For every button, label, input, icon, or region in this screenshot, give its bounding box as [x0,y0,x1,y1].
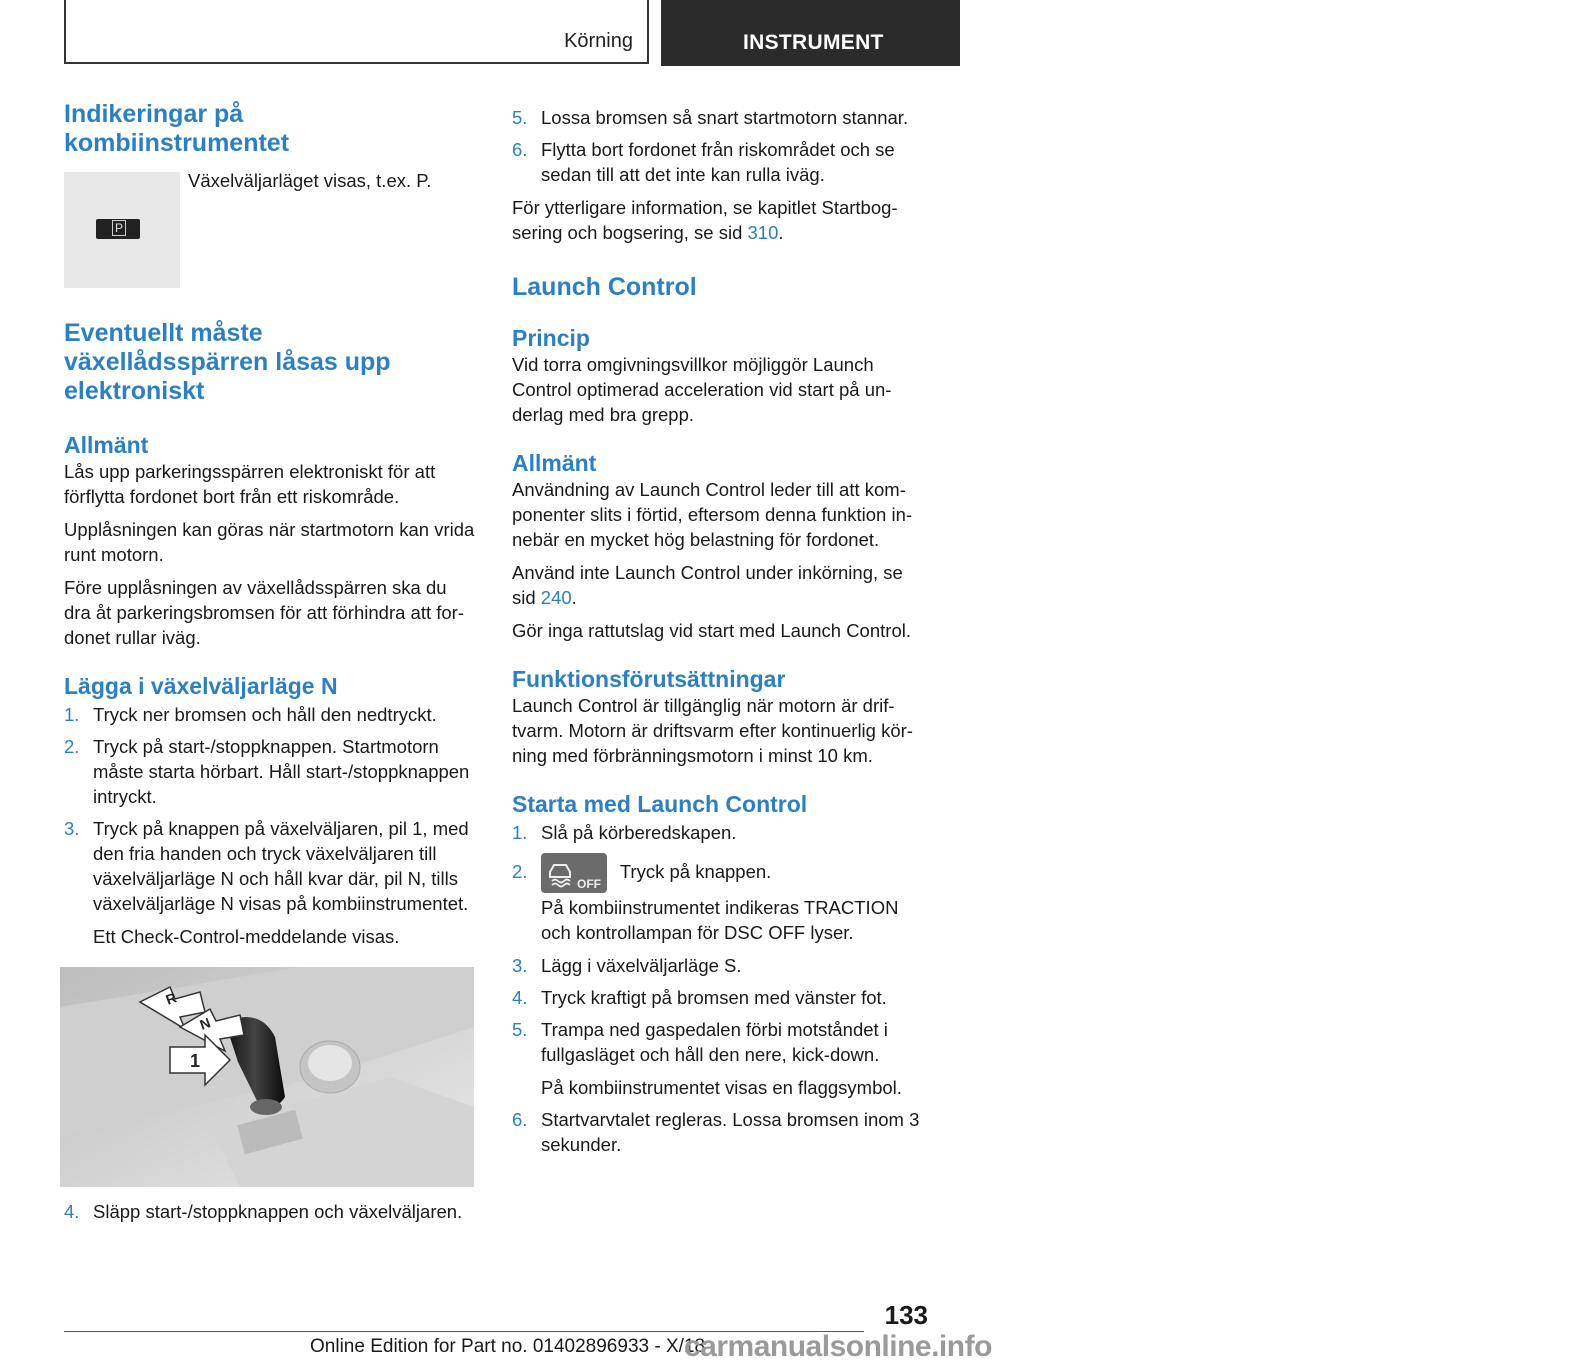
list-item: 3. Lägg i växelväljarläge S. [512,955,742,977]
step5-note: På kombiinstrumentet visas en flaggsymbol. [541,1077,902,1099]
gear-indicator-image [64,172,180,288]
header-section-label: Körning [564,30,633,52]
list-item: 3. Tryck på knappen på växelväljaren, pil 1, med den fria handen och tryck växelväljaren till växelväljarläge N och håll kvar där, pil N, tills växelväljarläge N visas på kombiinstrumentet. [64,818,469,914]
page-link-240[interactable]: 240 [540,587,572,608]
footer-edition: Online Edition for Part no. 01402896933 - X/18 [310,1336,706,1357]
allmant-paragraph-1: Användning av Launch Control leder till att komponenter slits i förtid, eftersom denna funktion innebär en mycket hög belastning för fordonet. [512,479,913,550]
heading-princip: Princip [512,325,590,351]
heading-launch-control: Launch Control [512,273,697,301]
list-item: 1. Slå på körberedskapen. [512,822,737,843]
watermark-logo: carmanualsonline.info [684,1330,992,1363]
right-column [512,105,928,1157]
heading-eventuellt: Eventuellt måste växellådsspärren låsas upp elektroniskt [64,319,391,405]
heading-allmant-right: Allmänt [512,450,597,476]
arrow-label-1: 1 [190,1051,201,1071]
arrow-label-r: R [163,989,179,1008]
funktion-text: Launch Control är tillgänglig när motorn är driftvarm. Motorn är driftsvarm efter kontinuerlig körning med förbränningsmotorn i minst 10 km. [512,695,913,766]
allmant-paragraph-2: Använd inte Launch Control under inkörning, se sid 240. [512,562,903,608]
allmant-paragraph-3: Gör inga rattutslag vid start med Launch Control. [512,620,911,641]
more-info-text: För ytterligare information, se kapitlet Startbogsering och bogsering, se sid 310. [512,197,898,243]
step3-note: Ett Check-Control-meddelande visas. [93,926,400,947]
heading-indikeringar: Indikeringar på kombiinstrumentet [64,100,290,157]
list-item: 1. Tryck ner bromsen och håll den nedtryckt. [64,704,437,725]
list-item: 5. Trampa ned gaspedalen förbi motståndet i fullgasläget och håll den nere, kick-down. [512,1019,888,1066]
arrow-label-n: N [197,1014,213,1033]
paragraph-2: Upplåsningen kan göras när startmotorn kan vrida runt motorn. [64,519,475,565]
page-link-310[interactable]: 310 [747,222,779,243]
indicator-block [64,172,476,288]
list-item: 2. OFF Tryck på knappen. [512,852,928,893]
heading-allmant-left: Allmänt [64,432,149,458]
list-item: 4. Tryck kraftigt på bromsen med vänster fot. [512,987,887,1009]
paragraph-3: Före upplåsningen av växellådsspärren ska du dra åt parkeringsbromsen för att förhindra att fordonet rullar iväg. [64,577,465,648]
park-letter: P [112,220,126,236]
heading-lagga: Lägga i växelväljarläge N [64,673,338,699]
header-chapter-label: INSTRUMENT [743,31,884,54]
dsc-off-button-icon: OFF [541,853,607,893]
page-number: 133 [884,1300,928,1330]
list-item: 5. Lossa bromsen så snart startmotorn stannar. [512,107,909,128]
gear-selector-photo [60,967,474,1187]
princip-text: Vid torra omgivningsvillkor möjliggör Launch Control optimerad acceleration vid start på underlag med bra grepp. [512,354,892,425]
step2-note: På kombiinstrumentet indikeras TRACTION och kontrollampan för DSC OFF lyser. [541,897,899,944]
paragraph-1: Lås upp parkeringsspärren elektroniskt för att förflytta fordonet bort från ett riskområde. [64,461,436,507]
heading-starta: Starta med Launch Control [512,791,808,817]
header-section-tab [64,0,649,64]
hand-pointer-icon [1553,27,1581,55]
left-column [64,100,476,1224]
list-item: 6. Flytta bort fordonet från riskområdet och se sedan till att det inte kan rulla iväg. [512,139,895,185]
list-item: 6. Startvarvtalet regleras. Lossa bromsen inom 3 sekunder. [512,1109,920,1156]
indicator-text: Växelväljarläget visas, t.ex. P. [188,170,432,191]
traction-car-icon [545,858,575,888]
park-display-icon [96,219,140,239]
list-item: 4. Släpp start-/stoppknappen och växelväljaren. [64,1201,463,1222]
list-item: 2. Tryck på start-/stoppknappen. Startmotorn måste starta hörbart. Håll start-/stoppknappen intryckt. [64,736,470,807]
header-chapter-tab [661,0,960,66]
gear-selector-illustration [60,967,474,1187]
heading-funktion: Funktionsförutsättningar [512,666,786,692]
